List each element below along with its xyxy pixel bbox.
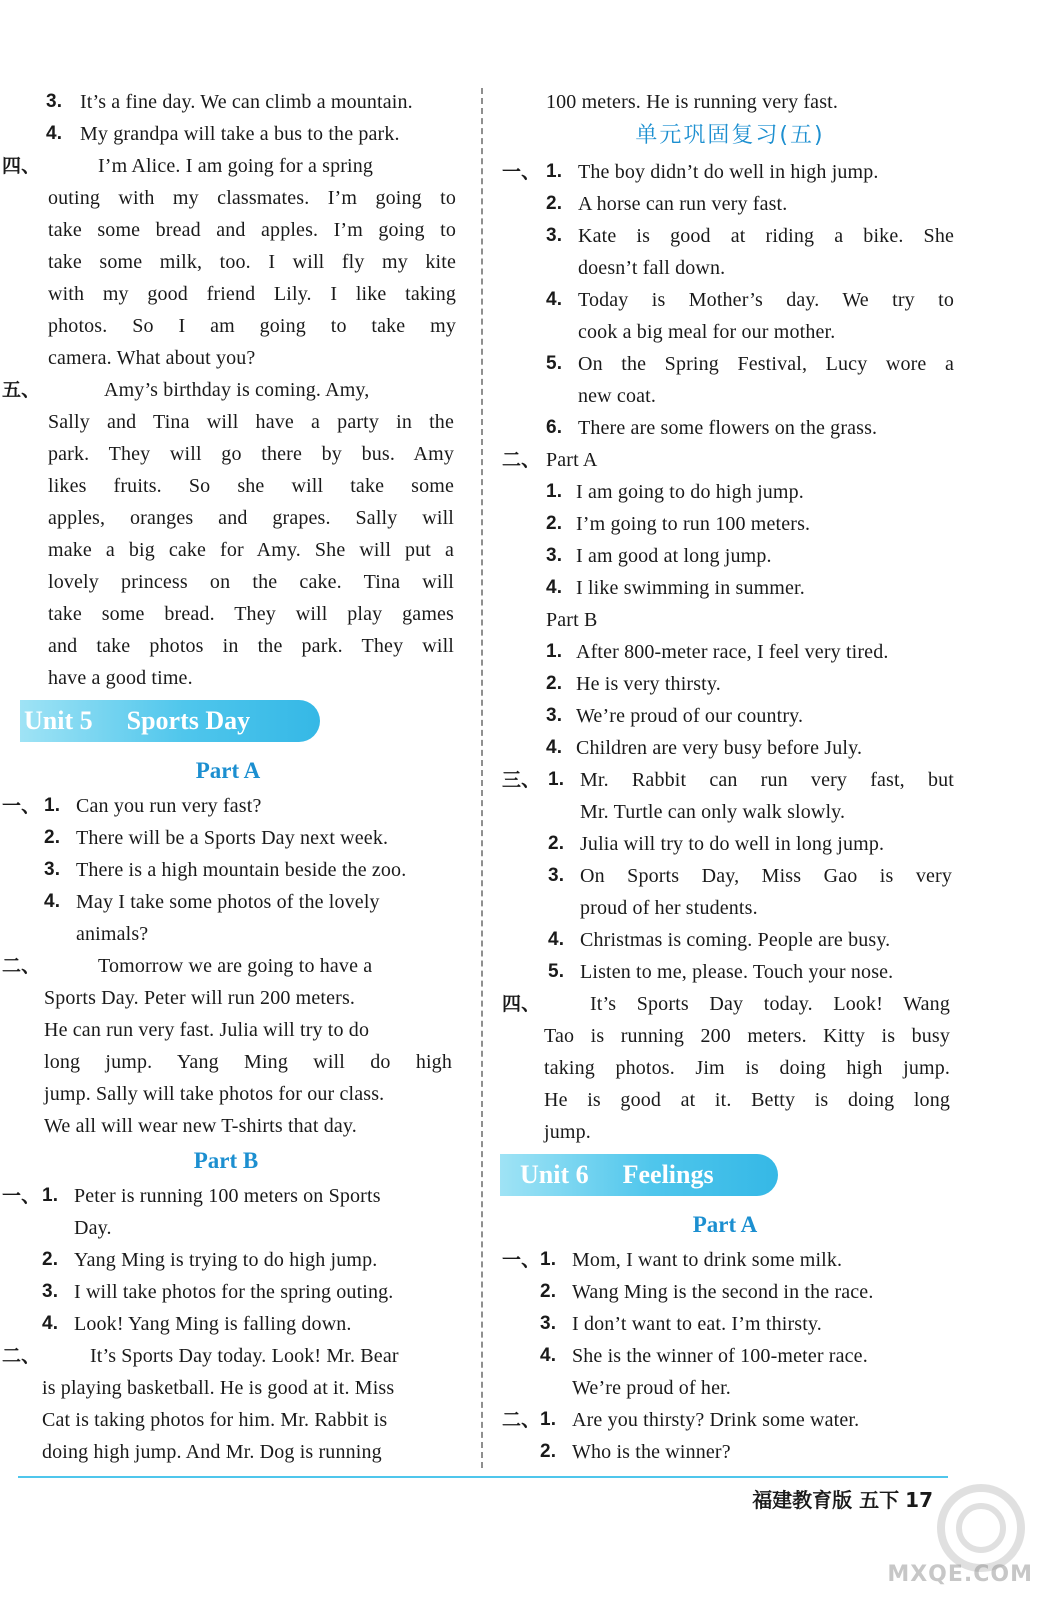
answer-line — [0, 822, 475, 854]
answer-line: We’re proud of her. — [572, 1377, 731, 1399]
item-number: 1. — [540, 1409, 557, 1430]
answer-line: He can run very fast. Julia will try to do — [44, 1019, 370, 1041]
answer-line — [500, 1308, 970, 1340]
item-number: 1. — [540, 1249, 557, 1270]
answer-line — [500, 764, 970, 796]
answer-text: Amy’s birthday is coming. Amy, — [104, 379, 370, 401]
answer-line: outing with my classmates. I’m going to — [48, 187, 456, 209]
answer-line — [0, 790, 475, 822]
answer-line — [500, 700, 970, 732]
answer-line: jump. — [544, 1121, 591, 1143]
answer-text: I don’t want to eat. I’m thirsty. — [572, 1313, 822, 1335]
item-number: 3. — [42, 1281, 59, 1302]
answer-line — [500, 156, 970, 188]
answer-text: There is a high mountain beside the zoo. — [76, 859, 407, 881]
answer-line — [500, 1340, 970, 1372]
answer-line — [500, 636, 970, 668]
answer-text: I’m going to run 100 meters. — [576, 513, 811, 535]
left-column — [0, 86, 475, 1468]
answer-line — [500, 188, 970, 220]
answer-line — [0, 1308, 475, 1340]
answer-text: On Sports Day, Miss Gao is very — [580, 865, 952, 887]
answer-line: Day. — [74, 1217, 112, 1239]
answer-line — [500, 220, 970, 252]
unit-number: Unit 5 — [24, 706, 93, 735]
column-divider — [481, 88, 483, 1468]
answer-line — [0, 150, 475, 182]
answer-text: I like swimming in summer. — [576, 577, 805, 599]
answer-line: and take photos in the park. They will — [48, 635, 454, 657]
item-number: 3. — [546, 225, 563, 246]
footer-rule — [18, 1476, 948, 1478]
answer-text: Who is the winner? — [572, 1441, 731, 1463]
answer-line — [0, 1244, 475, 1276]
unit-number: Unit 6 — [520, 1160, 589, 1189]
answer-line: apples, oranges and grapes. Sally will — [48, 507, 454, 529]
item-number: 1. — [546, 161, 563, 182]
watermark-text: MXQE.COM — [887, 1562, 1033, 1587]
answer-text: A horse can run very fast. — [578, 193, 788, 215]
answer-text: There will be a Sports Day next week. — [76, 827, 389, 849]
answer-text: We’re proud of our country. — [576, 705, 804, 727]
answer-text: Mr. Rabbit can run very fast, but — [580, 769, 954, 791]
section-number: 一、 — [502, 1249, 541, 1271]
answer-line — [500, 1404, 970, 1436]
answer-line: animals? — [76, 923, 149, 945]
section-number: 一、 — [502, 161, 541, 183]
item-number: 4. — [546, 737, 563, 758]
answer-line — [500, 572, 970, 604]
part-label: Part A — [546, 449, 598, 471]
item-number: 2. — [540, 1441, 557, 1462]
answer-text: Are you thirsty? Drink some water. — [572, 1409, 860, 1431]
answer-text: It’s a fine day. We can climb a mountain. — [80, 91, 413, 113]
answer-line: with my good friend Lily. I like taking — [48, 283, 456, 305]
answer-text: Tomorrow we are going to have a — [98, 955, 373, 977]
answer-line: Mr. Turtle can only walk slowly. — [580, 801, 846, 823]
answer-line — [0, 886, 475, 918]
section-number: 二、 — [502, 1409, 541, 1431]
answer-line: We all will wear new T-shirts that day. — [44, 1115, 357, 1137]
item-number: 2. — [546, 193, 563, 214]
answer-text: After 800-meter race, I feel very tired. — [576, 641, 889, 663]
answer-line — [500, 412, 970, 444]
answer-text: Julia will try to do well in long jump. — [580, 833, 885, 855]
answer-line — [0, 118, 475, 150]
item-number: 3. — [546, 545, 563, 566]
answer-text: Look! Yang Ming is falling down. — [74, 1313, 352, 1335]
item-number: 1. — [546, 641, 563, 662]
answer-line: Sally and Tina will have a party in the — [48, 411, 454, 433]
item-number: 3. — [540, 1313, 557, 1334]
answer-line: is playing basketball. He is good at it. Miss — [42, 1377, 395, 1399]
item-number: 1. — [44, 795, 61, 816]
answer-line — [500, 668, 970, 700]
answer-line — [0, 1276, 475, 1308]
section-number: 四、 — [502, 993, 541, 1015]
part-title: Part A — [195, 758, 261, 783]
section-number: 一、 — [2, 1185, 41, 1207]
part-title: Part A — [692, 1212, 758, 1237]
answer-line — [500, 956, 970, 988]
answer-line — [500, 444, 970, 476]
answer-line — [500, 284, 970, 316]
answer-line: 100 meters. He is running very fast. — [546, 91, 839, 113]
answer-line: long jump. Yang Ming will do high — [44, 1051, 452, 1073]
item-number: 4. — [44, 891, 61, 912]
answer-text: May I take some photos of the lovely — [76, 891, 380, 913]
section-number: 二、 — [502, 449, 541, 471]
answer-text: The boy didn’t do well in high jump. — [578, 161, 879, 183]
section-number: 二、 — [2, 955, 41, 977]
answer-line — [0, 374, 475, 406]
answer-text: It’s Sports Day today. Look! Wang — [590, 993, 950, 1015]
item-number: 4. — [540, 1345, 557, 1366]
answer-line — [0, 86, 475, 118]
answer-line — [500, 1436, 970, 1468]
answer-text: Mom, I want to drink some milk. — [572, 1249, 843, 1271]
answer-text: Peter is running 100 meters on Sports — [74, 1185, 381, 1207]
answer-line: Tao is running 200 meters. Kitty is busy — [544, 1025, 950, 1047]
item-number: 3. — [546, 705, 563, 726]
answer-text: I will take photos for the spring outing. — [74, 1281, 394, 1303]
answer-text: Wang Ming is the second in the race. — [572, 1281, 874, 1303]
answer-line: take some milk, too. I will fly my kite — [48, 251, 456, 273]
answer-line — [500, 1244, 970, 1276]
item-number: 2. — [546, 513, 563, 534]
answer-line — [500, 988, 970, 1020]
section-number: 二、 — [2, 1345, 41, 1367]
answer-line — [500, 540, 970, 572]
answer-line — [0, 950, 475, 982]
answer-line — [0, 1180, 475, 1212]
answer-text: Listen to me, please. Touch your nose. — [580, 961, 894, 983]
page-number: 17 — [905, 1488, 933, 1512]
answer-text: He is very thirsty. — [576, 673, 721, 695]
answer-line: make a big cake for Amy. She will put a — [48, 539, 454, 561]
answer-line: likes fruits. So she will take some — [48, 475, 454, 497]
answer-line: taking photos. Jim is doing high jump. — [544, 1057, 950, 1079]
section-number: 五、 — [2, 379, 41, 401]
answer-line — [500, 828, 970, 860]
item-number: 5. — [548, 961, 565, 982]
answer-line: take some bread. They will play games — [48, 603, 454, 625]
answer-line: doing high jump. And Mr. Dog is running — [42, 1441, 382, 1463]
item-number: 6. — [546, 417, 563, 438]
publisher-label: 福建教育版 五下 — [752, 1488, 900, 1512]
item-number: 4. — [46, 123, 63, 144]
answer-text: I’m Alice. I am going for a spring — [98, 155, 374, 177]
answer-line: lovely princess on the cake. Tina will — [48, 571, 454, 593]
answer-line — [500, 348, 970, 380]
answer-line: proud of her students. — [580, 897, 758, 919]
right-column — [500, 86, 970, 1468]
answer-line — [500, 1276, 970, 1308]
answer-line: take some bread and apples. I’m going to — [48, 219, 456, 241]
item-number: 1. — [42, 1185, 59, 1206]
answer-text: I am good at long jump. — [576, 545, 772, 567]
answer-text: Yang Ming is trying to do high jump. — [74, 1249, 378, 1271]
part-title: Part B — [193, 1148, 259, 1173]
answer-text: Kate is good at riding a bike. She — [578, 225, 954, 247]
answer-text: Children are very busy before July. — [576, 737, 863, 759]
item-number: 2. — [42, 1249, 59, 1270]
item-number: 1. — [548, 769, 565, 790]
item-number: 2. — [548, 833, 565, 854]
answer-line: Sports Day. Peter will run 200 meters. — [44, 987, 356, 1009]
answer-line: Cat is taking photos for him. Mr. Rabbit is — [42, 1409, 388, 1431]
page-footer — [752, 1484, 933, 1513]
item-number: 2. — [540, 1281, 557, 1302]
item-number: 3. — [548, 865, 565, 886]
answer-text: Can you run very fast? — [76, 795, 262, 817]
answer-line: cook a big meal for our mother. — [578, 321, 836, 343]
unit-banner — [500, 1154, 778, 1196]
item-number: 4. — [548, 929, 565, 950]
answer-text: I am going to do high jump. — [576, 481, 804, 503]
item-number: 5. — [546, 353, 563, 374]
answer-line: photos. So I am going to take my — [48, 315, 456, 337]
item-number: 3. — [44, 859, 61, 880]
review-title: 单元巩固复习(五) — [635, 123, 825, 148]
answer-line: camera. What about you? — [48, 347, 256, 369]
section-number: 一、 — [2, 795, 41, 817]
answer-line — [500, 732, 970, 764]
answer-text: On the Spring Festival, Lucy wore a — [578, 353, 954, 375]
item-number: 3. — [46, 91, 63, 112]
item-number: 4. — [546, 289, 563, 310]
answer-line: jump. Sally will take photos for our class. — [44, 1083, 385, 1105]
unit-name: Sports Day — [126, 706, 251, 735]
answer-text: It’s Sports Day today. Look! Mr. Bear — [90, 1345, 399, 1367]
answer-line — [500, 860, 970, 892]
item-number: 2. — [44, 827, 61, 848]
answer-text: She is the winner of 100-meter race. — [572, 1345, 868, 1367]
item-number: 4. — [546, 577, 563, 598]
unit-name: Feelings — [622, 1160, 714, 1189]
answer-line — [0, 1340, 475, 1372]
answer-line — [0, 854, 475, 886]
answer-text: Christmas is coming. People are busy. — [580, 929, 891, 951]
answer-line — [500, 508, 970, 540]
unit-banner — [20, 700, 320, 742]
answer-line: new coat. — [578, 385, 656, 407]
answer-line — [500, 924, 970, 956]
answer-line: doesn’t fall down. — [578, 257, 726, 279]
answer-line: have a good time. — [48, 667, 193, 689]
part-label: Part B — [546, 609, 598, 631]
item-number: 2. — [546, 673, 563, 694]
answer-line: park. They will go there by bus. Amy — [48, 443, 454, 465]
section-number: 四、 — [2, 155, 41, 177]
answer-text: Today is Mother’s day. We try to — [578, 289, 954, 311]
item-number: 1. — [546, 481, 563, 502]
answer-line: He is good at it. Betty is doing long — [544, 1089, 950, 1111]
section-number: 三、 — [502, 769, 541, 791]
item-number: 4. — [42, 1313, 59, 1334]
answer-line — [500, 476, 970, 508]
answer-text: My grandpa will take a bus to the park. — [80, 123, 400, 145]
answer-text: There are some flowers on the grass. — [578, 417, 878, 439]
